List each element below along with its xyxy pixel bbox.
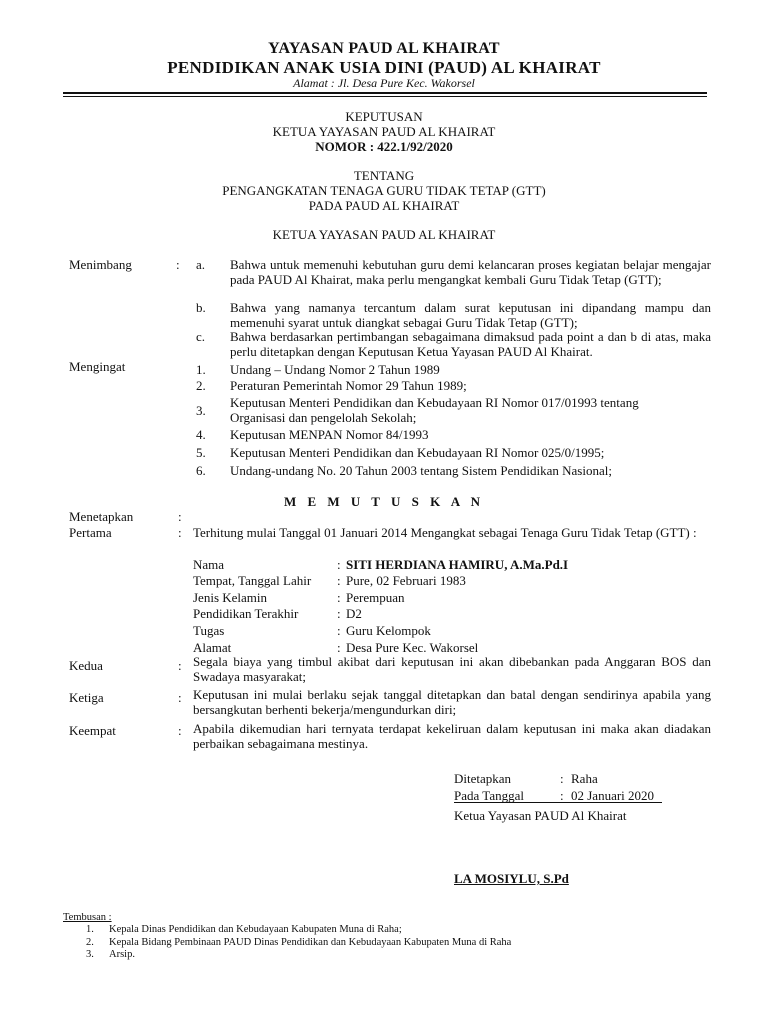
menimbang-item: Bahwa berdasarkan pertimbangan sebagaimana dimaksud pada point a dan b di atas, maka perlu ditetapkan dengan Keputusan Ketua Yayasan PAUD Al Khairat. <box>230 329 711 359</box>
pertama-label: Pertama <box>69 525 112 540</box>
field-value-ttl: Pure, 02 Februari 1983 <box>346 573 466 588</box>
field-value-gender: Perempuan <box>346 590 405 605</box>
mengingat-marker: 6. <box>196 463 206 478</box>
tembusan-item: Kepala Dinas Pendidikan dan Kebudayaan Kabupaten Muna di Raha; <box>109 924 402 935</box>
ketiga-label: Ketiga <box>69 690 104 705</box>
letterhead-rule-thick <box>63 92 707 94</box>
tanggal-label: Pada Tanggal <box>454 788 524 803</box>
mengingat-item: Undang-undang No. 20 Tahun 2003 tentang Sistem Pendidikan Nasional; <box>230 463 612 478</box>
field-label-ttl: Tempat, Tanggal Lahir <box>193 573 312 588</box>
tembusan-item: Arsip. <box>109 949 135 960</box>
mengingat-item: Keputusan Menteri Pendidikan dan Kebudayaan RI Nomor 017/01993 tentang <box>230 395 639 410</box>
school-address: Alamat : Jl. Desa Pure Kec. Wakorsel <box>293 76 475 90</box>
keempat-colon: : <box>178 723 182 738</box>
mengingat-marker: 1. <box>196 362 206 377</box>
mengingat-label: Mengingat <box>69 359 126 374</box>
mengingat-marker: 4. <box>196 427 206 442</box>
menimbang-marker: b. <box>196 300 206 315</box>
foundation-name: YAYASAN PAUD AL KHAIRAT <box>268 40 500 57</box>
menimbang-colon: : <box>176 257 180 272</box>
tembusan-label: Tembusan : <box>63 912 112 923</box>
kedua-text: Segala biaya yang timbul akibat dari keputusan ini akan dibebankan pada Anggaran BOS dan Swadaya masyarakat; <box>193 654 711 684</box>
school-name: PENDIDIKAN ANAK USIA DINI (PAUD) AL KHAIRAT <box>167 58 601 77</box>
tanggal-underline <box>454 802 662 803</box>
menimbang-marker: c. <box>196 329 206 344</box>
field-colon: : <box>337 557 341 572</box>
field-label-address: Alamat <box>193 640 232 655</box>
decree-subject-line1: PENGANGKATAN TENAGA GURU TIDAK TETAP (GTT) <box>222 183 546 198</box>
mengingat-item: Keputusan Menteri Pendidikan dan Kebudayaan RI Nomor 025/0/1995; <box>230 445 605 460</box>
decree-subject-line2: PADA PAUD AL KHAIRAT <box>308 198 460 213</box>
kedua-colon: : <box>178 658 182 673</box>
ketiga-colon: : <box>178 690 182 705</box>
mengingat-marker: 3. <box>196 403 206 418</box>
signatory-name: LA MOSIYLU, S.Pd <box>454 871 569 886</box>
mengingat-item: Undang – Undang Nomor 2 Tahun 1989 <box>230 362 440 377</box>
ditetapkan-place: Raha <box>571 771 598 786</box>
field-label-education: Pendidikan Terakhir <box>193 606 299 621</box>
signatory-position: Ketua Yayasan PAUD Al Khairat <box>454 808 627 823</box>
menimbang-item: Bahwa untuk memenuhi kebutuhan guru demi kelancaran proses kegiatan belajar mengajar pada PAUD Al Khairat, maka perlu mengangkat kembali Guru Tidak Tetap (GTT); <box>230 257 711 287</box>
memutuskan-heading: M E M U T U S K A N <box>283 494 485 509</box>
letterhead-rule-thin <box>63 96 707 97</box>
ketiga-text: Keputusan ini mulai berlaku sejak tanggal ditetapkan dan batal dengan sendirinya apabila yang bersangkutan berhenti bekerja/mengundurkan diri; <box>193 687 711 717</box>
field-colon: : <box>337 590 341 605</box>
menetapkan-label: Menetapkan <box>69 509 134 524</box>
tembusan-marker: 3. <box>86 949 94 960</box>
field-colon: : <box>337 573 341 588</box>
field-value-address: Desa Pure Kec. Wakorsel <box>346 640 479 655</box>
field-colon: : <box>337 623 341 638</box>
mengingat-item-continued: Organisasi dan pengelolah Sekolah; <box>230 410 417 425</box>
pertama-colon: : <box>178 525 182 540</box>
field-colon: : <box>337 640 341 655</box>
keempat-text: Apabila dikemudian hari ternyata terdapat kekeliruan dalam keputusan ini maka akan diadakan perbaikan sebagaimana mestinya. <box>193 721 711 751</box>
keempat-label: Keempat <box>69 723 116 738</box>
tembusan-marker: 1. <box>86 924 94 935</box>
ditetapkan-colon: : <box>560 771 564 786</box>
mengingat-marker: 2. <box>196 378 206 393</box>
menimbang-label: Menimbang <box>69 257 132 272</box>
tembusan-item: Kepala Bidang Pembinaan PAUD Dinas Pendidikan dan Kebudayaan Kabupaten Muna di Raha <box>109 937 512 948</box>
menimbang-item: Bahwa yang namanya tercantum dalam surat keputusan ini dipandang mampu dan memenuhi syarat untuk diangkat sebagai Guru Tidak Tetap (GTT); <box>230 300 711 330</box>
pertama-text: Terhitung mulai Tanggal 01 Januari 2014 Mengangkat sebagai Tenaga Guru Tidak Tetap (GTT) : <box>193 525 697 540</box>
field-label-gender: Jenis Kelamin <box>193 590 268 605</box>
menimbang-marker: a. <box>196 257 206 272</box>
kedua-label: Kedua <box>69 658 103 673</box>
field-colon: : <box>337 606 341 621</box>
field-value-education: D2 <box>346 606 362 621</box>
decree-issuer: KETUA YAYASAN PAUD AL KHAIRAT <box>272 227 496 242</box>
ditetapkan-label: Ditetapkan <box>454 771 512 786</box>
tentang-heading: TENTANG <box>353 168 415 183</box>
tanggal-colon: : <box>560 788 564 803</box>
field-value-nama: SITI HERDIANA HAMIRU, A.Ma.Pd.I <box>346 557 569 572</box>
decree-title: KEPUTUSAN <box>345 109 423 124</box>
mengingat-marker: 5. <box>196 445 206 460</box>
mengingat-item: Keputusan MENPAN Nomor 84/1993 <box>230 427 429 442</box>
mengingat-item: Peraturan Pemerintah Nomor 29 Tahun 1989; <box>230 378 467 393</box>
field-label-nama: Nama <box>193 557 225 572</box>
menetapkan-colon: : <box>178 509 182 524</box>
decree-number: NOMOR : 422.1/92/2020 <box>315 139 453 154</box>
field-label-task: Tugas <box>193 623 225 638</box>
field-value-task: Guru Kelompok <box>346 623 431 638</box>
tanggal-value: 02 Januari 2020 <box>571 788 655 803</box>
decree-issuer-heading: KETUA YAYASAN PAUD AL KHAIRAT <box>272 124 496 139</box>
tembusan-marker: 2. <box>86 937 94 948</box>
